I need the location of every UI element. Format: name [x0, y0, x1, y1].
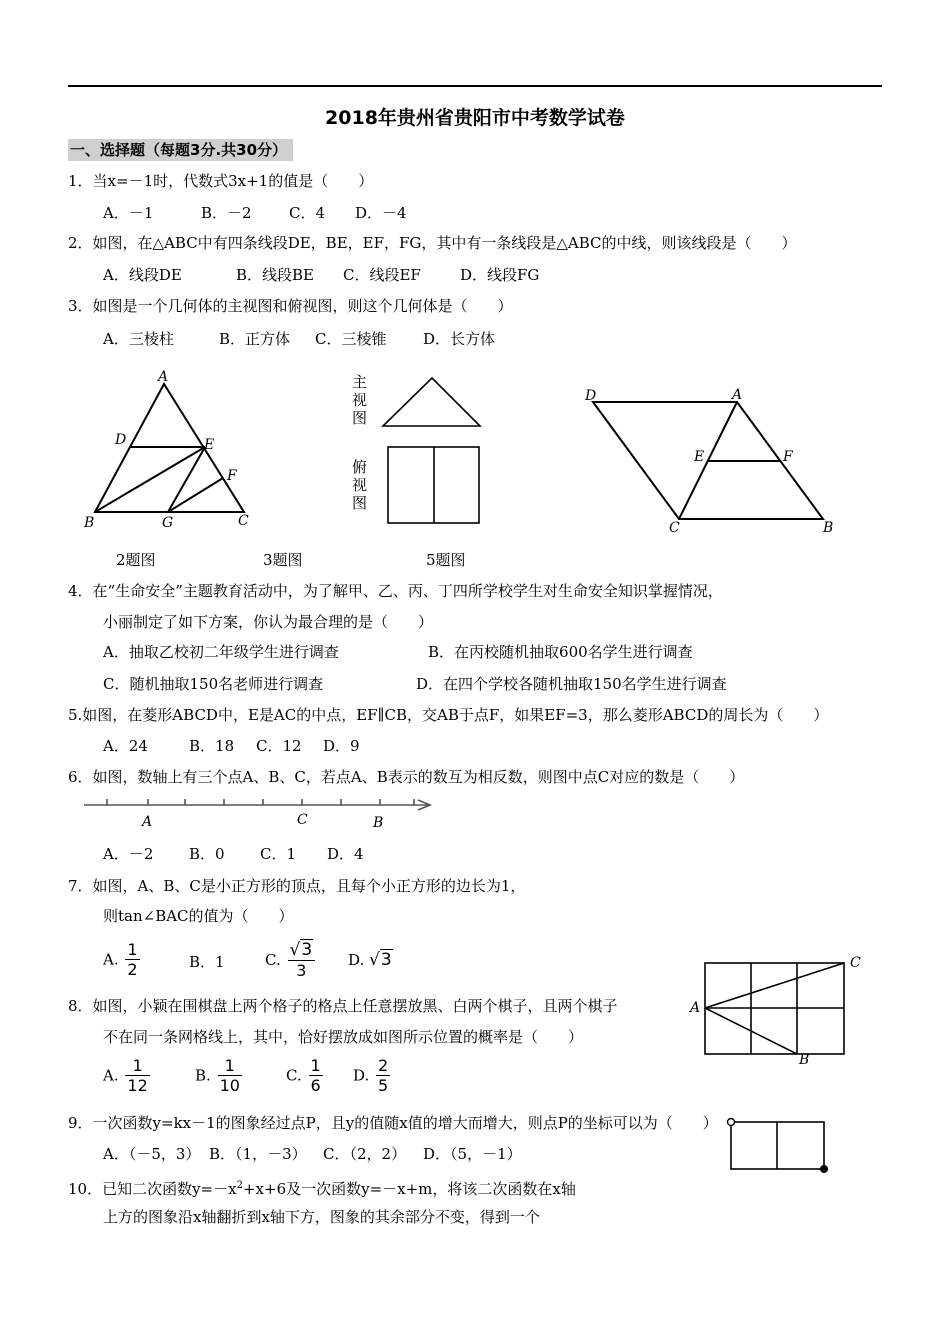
q8-option-d[interactable]: D. $\frac{2}{5}$: [353, 1056, 389, 1095]
fig5-label-f: F: [783, 449, 793, 465]
caption-q2: 2题图: [116, 551, 156, 569]
q5-option-c[interactable]: C．12: [256, 737, 302, 755]
q7-grid-label-c: C: [850, 955, 861, 971]
q4-option-c[interactable]: C．随机抽取150名老师进行调查: [103, 675, 324, 693]
q7-option-d[interactable]: D. √3: [348, 950, 392, 970]
q1-option-b[interactable]: B．－2: [201, 204, 252, 222]
q8-stem-line1: 8．如图，小颖在围棋盘上两个格子的格点上任意摆放黑、白两个棋子，且两个棋子: [68, 997, 618, 1015]
q9-options: [103, 1144, 522, 1164]
fig2-label-b: B: [84, 515, 95, 531]
q4-option-d[interactable]: D．在四个学校各随机抽取150名学生进行调查: [416, 675, 727, 693]
fig5-label-d: D: [585, 388, 597, 404]
q3-front-view-label: 主视图: [352, 373, 368, 427]
q6-option-a[interactable]: A．－2: [103, 845, 154, 863]
q4-option-a[interactable]: A．抽取乙校初二年级学生进行调查: [103, 643, 339, 661]
q9-option-b[interactable]: B．（1，－3）: [209, 1145, 307, 1163]
q2-option-a[interactable]: A．线段DE: [103, 266, 182, 284]
q9-option-a[interactable]: A．（－5，3）: [103, 1145, 201, 1163]
axis-label-b: B: [373, 815, 384, 831]
q6-option-c[interactable]: C．1: [260, 845, 297, 863]
q3-option-a[interactable]: A．三棱柱: [103, 330, 174, 348]
section-heading: 一、选择题（每题3分.共30分）: [68, 139, 293, 161]
fig2-label-f: F: [227, 468, 237, 484]
q2-option-b[interactable]: B．线段BE: [236, 266, 314, 284]
q8-option-b[interactable]: B. $\frac{1}{10}$: [195, 1056, 240, 1095]
q7-option-b[interactable]: B．1: [189, 953, 225, 971]
black-stone: [820, 1165, 828, 1173]
fig2-label-d: D: [115, 432, 127, 448]
fig2-label-c: C: [238, 513, 249, 529]
white-stone: [728, 1119, 735, 1126]
page-title: 2018年贵州省贵阳市中考数学试卷: [325, 107, 625, 129]
q8-option-c[interactable]: C. $\frac{1}{6}$: [286, 1056, 321, 1095]
axis-label-c: C: [297, 812, 308, 828]
q1-option-d[interactable]: D．－4: [355, 204, 407, 222]
q9-stem: 9．一次函数y=kx－1的图象经过点P，且y的值随x值的增大而增大，则点P的坐标可以为（ ）: [68, 1114, 718, 1132]
q7-stem-line1: 7．如图，A、B、C是小正方形的顶点，且每个小正方形的边长为1，: [68, 877, 526, 895]
q7-option-a[interactable]: A. $\frac{1}{2}$: [103, 940, 138, 979]
axis-label-a: A: [142, 814, 153, 830]
q6-stem: 6．如图，数轴上有三个点A、B、C，若点A、B表示的数互为相反数，则图中点C对应的数是（ ）: [68, 768, 745, 786]
q10-stem-line2: 上方的图象沿x轴翻折到x轴下方，图象的其余部分不变，得到一个: [103, 1208, 540, 1226]
q7-option-c[interactable]: C. $\frac{√3}{3}$: [265, 940, 317, 980]
fig2-label-g: G: [162, 515, 174, 531]
q1-stem: 1．当x=－1时，代数式3x+1的值是（ ）: [68, 172, 374, 190]
q4-stem-line1: 4．在“生命安全”主题教育活动中，为了解甲、乙、丙、丁四所学校学生对生命安全知识掌握情况，: [68, 582, 723, 600]
q2-option-d[interactable]: D．线段FG: [460, 266, 540, 284]
q9-option-d[interactable]: D．（5，－1）: [423, 1145, 522, 1163]
fig5-label-a: A: [732, 387, 743, 403]
q5-stem: 5.如图，在菱形ABCD中，E是AC的中点，EF∥CB，交AB于点F，如果EF=3，那么菱形ABCD的周长为（ ）: [68, 706, 829, 724]
q5-option-d[interactable]: D．9: [323, 737, 360, 755]
q3-stem: 3．如图是一个几何体的主视图和俯视图，则这个几何体是（ ）: [68, 297, 513, 315]
q10-stem-line1: 10．已知二次函数$y=-x^2+x+6$及一次函数y=－x+m，将该二次函数在x轴: [68, 1180, 576, 1198]
q6-option-d[interactable]: D．4: [327, 845, 364, 863]
q6-option-b[interactable]: B．0: [189, 845, 225, 863]
q3-option-c[interactable]: C．三棱锥: [315, 330, 387, 348]
caption-q5: 5题图: [426, 551, 466, 569]
q3-option-d[interactable]: D．长方体: [423, 330, 496, 348]
fig5-label-e: E: [694, 449, 705, 465]
q2-stem: 2．如图，在△ABC中有四条线段DE，BE，EF，FG，其中有一条线段是△ABC的中线，则该线段是（ ）: [68, 234, 797, 252]
q1-option-c[interactable]: C．4: [289, 204, 326, 222]
fig5-label-c: C: [669, 520, 680, 536]
q7-grid-label-a: A: [690, 1000, 701, 1016]
q9-option-c[interactable]: C．（2，2）: [323, 1145, 407, 1163]
q3-option-b[interactable]: B．正方体: [219, 330, 291, 348]
q4-stem-line2: 小丽制定了如下方案，你认为最合理的是（ ）: [103, 613, 434, 631]
q8-stem-line2: 不在同一条网格线上，其中，恰好摆放成如图所示位置的概率是（ ）: [103, 1028, 584, 1046]
q4-option-b[interactable]: B．在丙校随机抽取600名学生进行调查: [428, 643, 693, 661]
caption-q3: 3题图: [263, 551, 303, 569]
q1-option-a[interactable]: A．－1: [103, 204, 154, 222]
fig2-label-a: A: [158, 369, 169, 385]
fig2-label-e: E: [204, 437, 215, 453]
fig5-label-b: B: [823, 520, 834, 536]
q3-top-view-label: 俯视图: [352, 458, 368, 512]
q7-grid-label-b: B: [799, 1052, 810, 1068]
q8-option-a[interactable]: A. $\frac{1}{12}$: [103, 1056, 148, 1095]
q5-option-a[interactable]: A．24: [103, 737, 148, 755]
q5-option-b[interactable]: B．18: [189, 737, 235, 755]
q2-option-c[interactable]: C．线段EF: [343, 266, 421, 284]
q7-stem-line2: 则tan∠BAC的值为（ ）: [103, 907, 294, 925]
